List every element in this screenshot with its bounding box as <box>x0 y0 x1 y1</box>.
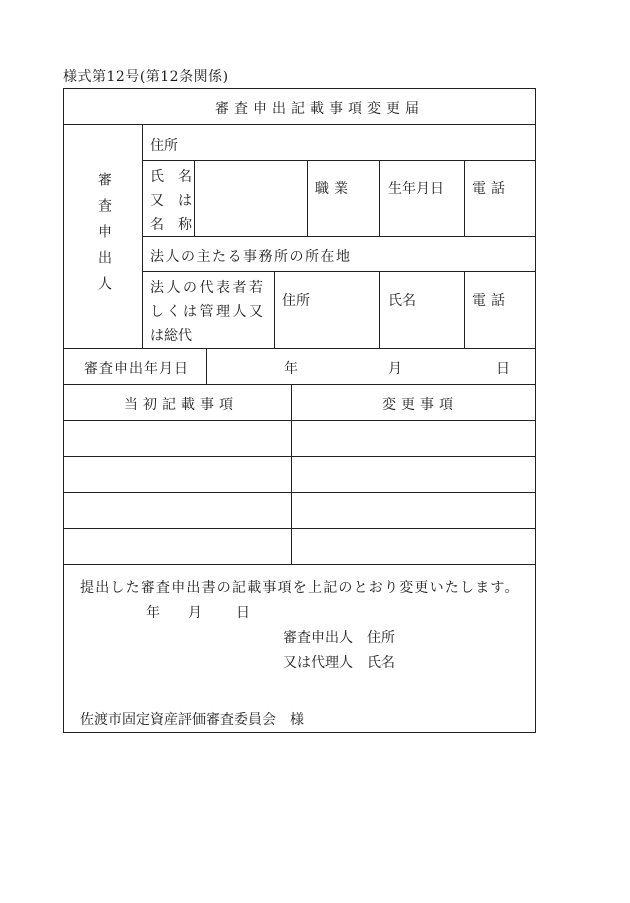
representative-name-label: 氏名 <box>388 293 416 309</box>
rule-corp-office <box>142 271 536 272</box>
representative-address-label: 住所 <box>282 293 310 309</box>
sign-month-label: 月 <box>188 605 202 621</box>
name-label-line1: 氏 名 <box>150 169 192 185</box>
rule-name-row <box>142 236 536 237</box>
signer-name-line: 又は代理人 氏名 <box>283 655 395 671</box>
filing-month-label: 月 <box>388 361 402 377</box>
name-label-line3: 名 称 <box>150 217 192 233</box>
rule-title <box>63 124 536 125</box>
rule-rep-label <box>274 271 275 348</box>
sign-day-label: 日 <box>236 605 250 621</box>
rule-entry-4 <box>63 564 536 565</box>
rule-applicant-block <box>63 348 536 349</box>
changed-entries-header: 変更事項 <box>382 397 458 413</box>
changed-entry-2[interactable] <box>292 457 535 492</box>
rule-birthdate <box>464 160 465 236</box>
rule-name-value <box>307 160 308 236</box>
filing-date-label: 審査申出年月日 <box>84 361 189 377</box>
name-input-field[interactable] <box>195 161 307 236</box>
representative-phone-label: 電話 <box>472 293 510 309</box>
changed-entry-4[interactable] <box>292 529 535 564</box>
filing-day-label: 日 <box>496 361 510 377</box>
border-left <box>63 88 64 733</box>
form-number-caption: 様式第12号(第12条関係) <box>63 69 229 85</box>
addressee: 佐渡市固定資産評価審査委員会 様 <box>80 712 304 728</box>
original-entry-2[interactable] <box>64 457 291 492</box>
signer-address-line: 審査申出人 住所 <box>283 630 395 646</box>
original-entry-1[interactable] <box>64 421 291 456</box>
representative-label-line1: 法人の代表者若 <box>150 280 266 296</box>
changed-entry-1[interactable] <box>292 421 535 456</box>
form-title: 審査申出記載事項変更届 <box>215 101 424 117</box>
original-entries-header: 当初記載事項 <box>124 397 238 413</box>
border-bottom <box>63 732 536 733</box>
border-top <box>63 88 536 89</box>
corp-office-label: 法人の主たる事務所の所在地 <box>150 249 352 265</box>
changed-entry-3[interactable] <box>292 493 535 528</box>
filing-year-label: 年 <box>284 361 298 377</box>
rule-filing-row <box>63 384 536 385</box>
representative-label-line2: しくは管理人又 <box>150 304 266 320</box>
border-right <box>535 88 536 733</box>
original-entry-4[interactable] <box>64 529 291 564</box>
rule-rep-address <box>379 271 380 348</box>
applicant-label: 審査申出人 <box>96 172 112 302</box>
sign-year-label: 年 <box>146 605 160 621</box>
name-label-line2: 又 は <box>150 193 192 209</box>
rule-rep-name <box>464 271 465 348</box>
original-entry-3[interactable] <box>64 493 291 528</box>
rule-occupation <box>379 160 380 236</box>
rule-filing-date <box>206 348 207 384</box>
birthdate-label: 生年月日 <box>388 181 444 197</box>
declaration-statement: 提出した審査申出書の記載事項を上記のとおり変更いたします。 <box>80 580 520 596</box>
address-label: 住所 <box>150 138 178 154</box>
representative-label-line3: は総代 <box>150 328 192 344</box>
occupation-label: 職業 <box>315 181 353 197</box>
phone-label: 電話 <box>472 181 510 197</box>
